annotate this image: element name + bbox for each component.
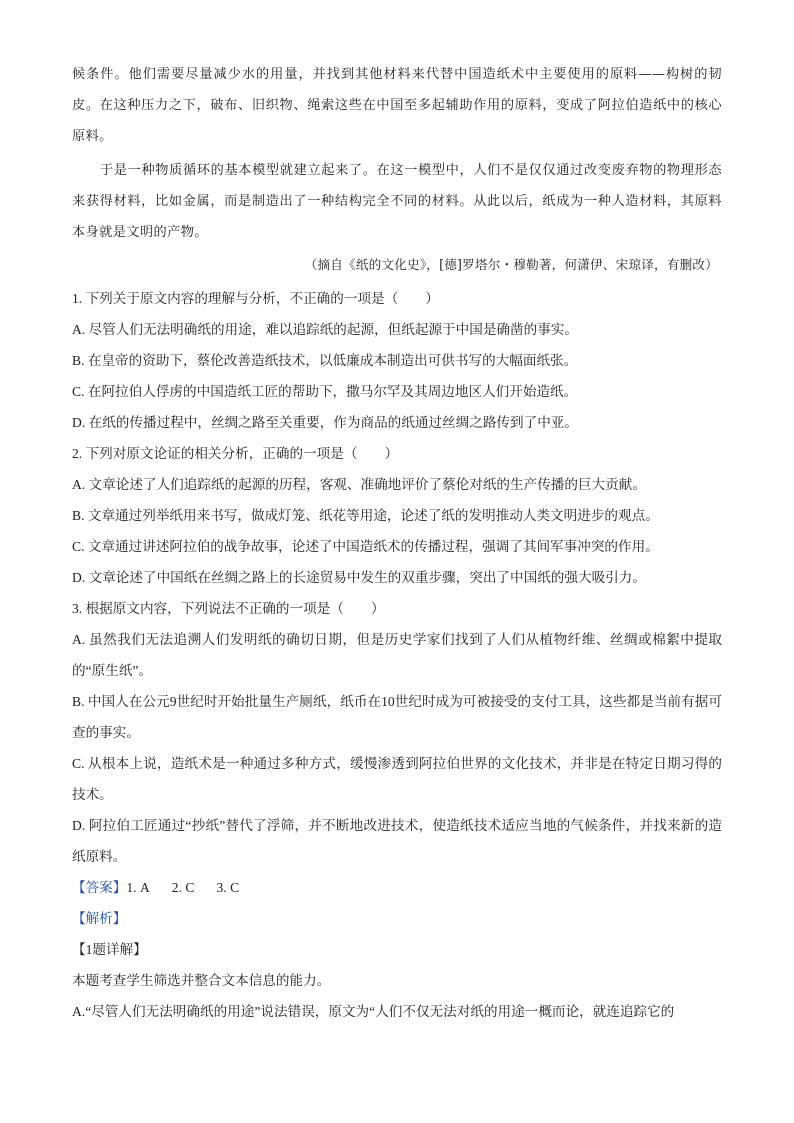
passage-paragraph-2: 于是一种物质循环的基本模型就建立起来了。在这一模型中，人们不是仅仅通过改变废弃物的物理形态来获得材料，比如金属，而是制造出了一种结构完全不同的材料。从此以后，纸成为一种人造材料，其原料本身就是文明的产物。 — [72, 163, 722, 240]
question-1-option-b: B. 在皇帝的资助下，蔡伦改善造纸技术，以低廉成本制造出可供书写的大幅面纸张。 — [72, 353, 578, 368]
question-3-stem: 3. 根据原文内容，下列说法不正确的一项是（ ） — [72, 601, 385, 616]
question-3-option-a: A. 虽然我们无法追溯人们发明纸的确切日期，但是历史学家们找到了人们从植物纤维、丝绸或棉絮中提取的“原生纸”。 — [72, 632, 722, 678]
question-1-option-a: A. 尽管人们无法明确纸的用途，难以追踪纸的起源，但纸起源于中国是确凿的事实。 — [72, 322, 578, 337]
answer-item-3: 3. C — [216, 880, 240, 895]
question-3-option-c: C. 从根本上说，造纸术是一种通过多种方式，缓慢渗透到阿拉伯世界的文化技术，并非是在特定日期习得的技术。 — [72, 756, 722, 802]
question-3-option-d: D. 阿拉伯工匠通过“抄纸”替代了浮筛，并不断地改进技术，使造纸技术适应当地的气候条件，并找来新的造纸原料。 — [72, 818, 722, 864]
question-1-stem: 1. 下列关于原文内容的理解与分析，不正确的一项是（ ） — [72, 291, 440, 306]
passage-paragraph-1: 候条件。他们需要尽量减少水的用量，并找到其他材料来代替中国造纸术中主要使用的原料——构树的韧皮。在这种压力之下，破布、旧织物、绳索这些在中国至多起辅助作用的原料，变成了阿拉伯造纸中的核心原料。 — [72, 67, 722, 144]
answer-line — [72, 872, 722, 903]
answer-item-1: 1. A — [126, 880, 150, 895]
question-2-stem: 2. 下列对原文论证的相关分析，正确的一项是（ ） — [72, 446, 399, 461]
question-1-detail-line: A.“尽管人们无法明确纸的用途”说法错误，原文为“人们不仅无法对纸的用途一概而论，就连追踪它的 — [72, 1004, 675, 1019]
question-2-option-b: B. 文章通过列举纸用来书写，做成灯笼、纸花等用途，论述了纸的发明推动人类文明进步的观点。 — [72, 508, 659, 523]
answer-label: 【答案】 — [72, 880, 127, 895]
analysis-label: 【解析】 — [72, 911, 127, 926]
question-3-option-b: B. 中国人在公元9世纪时开始批量生产厕纸，纸币在10世纪时成为可被接受的支付工具，这些都是当前有据可查的事实。 — [72, 694, 722, 740]
question-2-option-a: A. 文章论述了人们追踪纸的起源的历程，客观、准确地评价了蔡伦对纸的生产传播的巨大贡献。 — [72, 477, 646, 492]
question-2-option-c: C. 文章通过讲述阿拉伯的战争故事，论述了中国造纸术的传播过程，强调了其间军事冲突的作用。 — [72, 539, 659, 554]
answer-item-2: 2. C — [171, 880, 195, 895]
question-1-option-d: D. 在纸的传播过程中，丝绸之路至关重要，作为商品的纸通过丝绸之路传到了中亚。 — [72, 415, 578, 430]
question-2-option-d: D. 文章论述了中国纸在丝绸之路上的长途贸易中发生的双重步骤，突出了中国纸的强大吸引力。 — [72, 570, 646, 585]
question-1-option-c: C. 在阿拉伯人俘虏的中国造纸工匠的帮助下，撒马尔罕及其周边地区人们开始造纸。 — [72, 384, 578, 399]
passage-source-citation: （摘自《纸的文化史》，[德]罗塔尔・穆勒著，何潇伊、宋琼译，有删改） — [304, 257, 718, 272]
question-1-detail-intro: 本题考查学生筛选并整合文本信息的能力。 — [72, 973, 331, 988]
question-1-detail-heading: 【1题详解】 — [72, 942, 147, 957]
